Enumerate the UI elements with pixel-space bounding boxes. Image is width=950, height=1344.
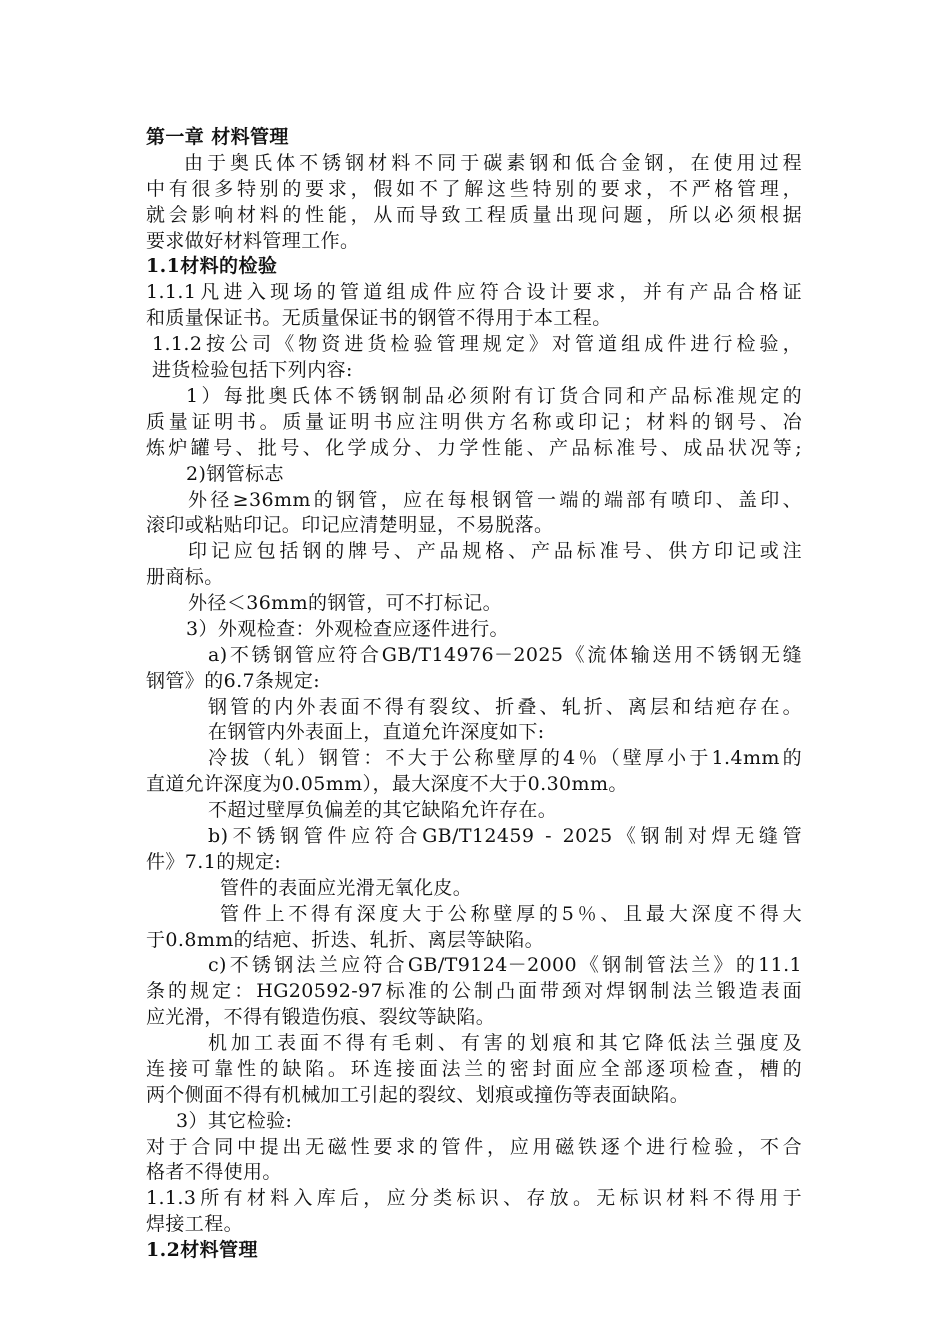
- paragraph-line: 就会影响材料的性能，从而导致工程质量出现问题，所以必须根据: [146, 204, 802, 226]
- paragraph-line: 1.1.1凡进入现场的管道组成件应符合设计要求，并有产品合格证: [146, 281, 802, 303]
- paragraph-line: 质量证明书。质量证明书应注明供方名称或印记；材料的钢号、冶: [146, 411, 802, 433]
- paragraph-line: 钢管》的6.7条规定:: [146, 670, 321, 692]
- paragraph-line: 两个侧面不得有机械加工引起的裂纹、划痕或撞伤等表面缺陷。: [146, 1084, 690, 1106]
- section-heading: 1.1材料的检验: [146, 255, 278, 277]
- section-heading: 1.2材料管理: [146, 1239, 258, 1261]
- paragraph-line: 2)钢管标志: [186, 463, 284, 485]
- paragraph-line: 在钢管内外表面上，直道允许深度如下:: [208, 721, 545, 743]
- paragraph-line: 由于奥氏体不锈钢材料不同于碳素钢和低合金钢，在使用过程: [184, 152, 802, 174]
- paragraph-line: 件》7.1的规定:: [146, 851, 282, 873]
- chapter-title: 第一章 材料管理: [146, 126, 289, 148]
- paragraph-line: 焊接工程。: [146, 1213, 244, 1235]
- paragraph-line: 印记应包括钢的牌号、产品规格、产品标准号、供方印记或注: [188, 540, 802, 562]
- paragraph-line: 冷拔（轧）钢管：不大于公称壁厚的4％（壁厚小于1.4mm的: [208, 747, 802, 769]
- paragraph-line: 应光滑，不得有锻造伤痕、裂纹等缺陷。: [146, 1006, 496, 1028]
- paragraph-line: 直道允许深度为0.05mm），最大深度不大于0.30mm。: [146, 773, 628, 795]
- paragraph-line: a)不锈钢管应符合GB/T14976－2025《流体输送用不锈钢无缝: [208, 644, 802, 666]
- paragraph-line: 和质量保证书。无质量保证书的钢管不得用于本工程。: [146, 307, 612, 329]
- paragraph-line: 滚印或粘贴印记。印记应清楚明显，不易脱落。: [146, 514, 554, 536]
- paragraph-line: 格者不得使用。: [146, 1161, 282, 1183]
- paragraph-line: 外径≥36mm的钢管，应在每根钢管一端的端部有喷印、盖印、: [188, 489, 802, 511]
- paragraph-line: 管件上不得有深度大于公称壁厚的5％、且最大深度不得大: [220, 903, 802, 925]
- paragraph-line: 对于合同中提出无磁性要求的管件，应用磁铁逐个进行检验，不合: [146, 1136, 802, 1158]
- paragraph-line: 进货检验包括下列内容:: [152, 359, 353, 381]
- paragraph-line: 1.1.3所有材料入库后，应分类标识、存放。无标识材料不得用于: [146, 1187, 802, 1209]
- paragraph-line: 钢管的内外表面不得有裂纹、折叠、轧折、离层和结疤存在。: [208, 696, 802, 718]
- paragraph-line: 条的规定：HG20592-97标准的公制凸面带颈对焊钢制法兰锻造表面: [146, 980, 802, 1002]
- paragraph-line: 要求做好材料管理工作。: [146, 230, 360, 252]
- paragraph-line: b)不锈钢管件应符合GB/T12459 - 2025《钢制对焊无缝管: [208, 825, 802, 847]
- paragraph-line: c)不锈钢法兰应符合GB/T9124－2000《钢制管法兰》的11.1: [208, 954, 802, 976]
- paragraph-line: 不超过壁厚负偏差的其它缺陷允许存在。: [208, 799, 558, 821]
- paragraph-line: 机加工表面不得有毛刺、有害的划痕和其它降低法兰强度及: [208, 1032, 802, 1054]
- paragraph-line: 中有很多特别的要求，假如不了解这些特别的要求，不严格管理，: [146, 178, 802, 200]
- paragraph-line: 炼炉罐号、批号、化学成分、力学性能、产品标准号、成品状况等;: [146, 437, 802, 459]
- paragraph-line: 3）外观检查：外观检查应逐件进行。: [186, 618, 509, 640]
- paragraph-line: 连接可靠性的缺陷。环连接面法兰的密封面应全部逐项检查，槽的: [146, 1058, 802, 1080]
- paragraph-line: 3）其它检验:: [176, 1110, 293, 1132]
- paragraph-line: 外径＜36mm的钢管，可不打标记。: [188, 592, 503, 614]
- paragraph-line: 1）每批奥氏体不锈钢制品必须附有订货合同和产品标准规定的: [186, 385, 802, 407]
- paragraph-line: 1.1.2按公司《物资进货检验管理规定》对管道组成件进行检验，: [152, 333, 802, 355]
- paragraph-line: 于0.8mm的结疤、折迭、轧折、离层等缺陷。: [146, 929, 545, 951]
- paragraph-line: 管件的表面应光滑无氧化皮。: [220, 877, 473, 899]
- paragraph-line: 册商标。: [146, 566, 224, 588]
